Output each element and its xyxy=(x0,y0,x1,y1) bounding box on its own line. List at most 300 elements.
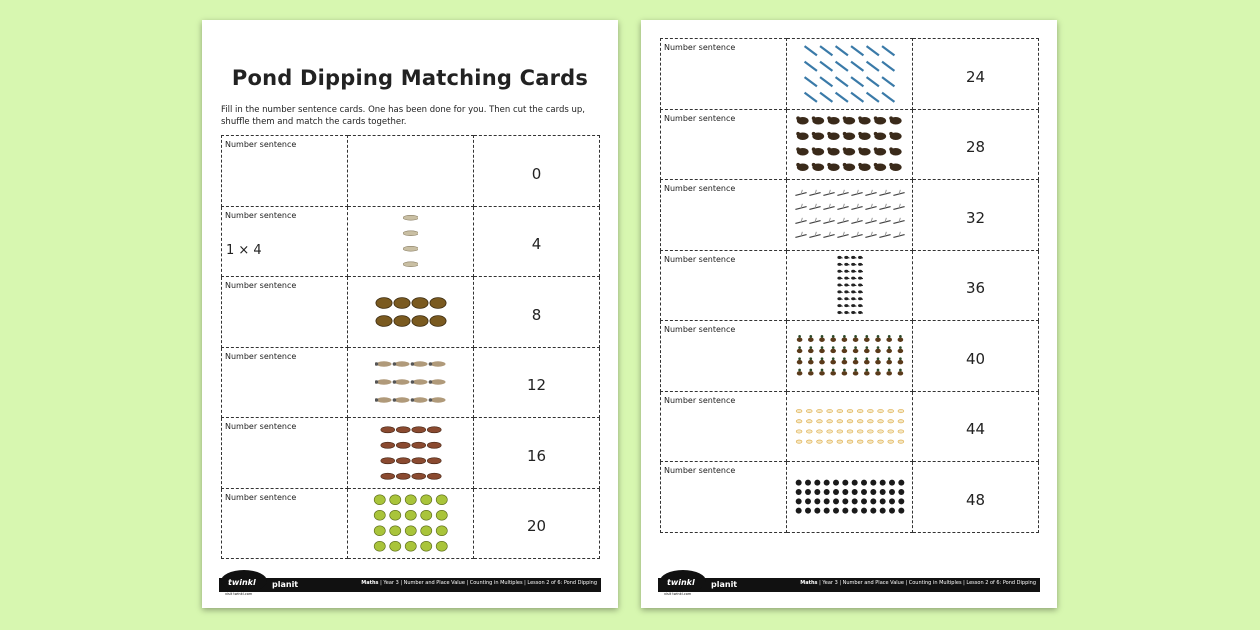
snail-icon xyxy=(861,508,867,514)
shrimp-icons xyxy=(403,210,419,272)
frog-icon xyxy=(405,495,416,505)
heron-icon xyxy=(844,291,849,294)
water-vole-icon xyxy=(796,148,808,156)
swan-icon xyxy=(877,430,883,433)
fish-icon xyxy=(427,426,441,432)
frog-icon xyxy=(405,511,416,521)
swan-icons xyxy=(794,406,906,447)
mayfly-icon xyxy=(865,232,876,238)
number-card xyxy=(474,488,600,559)
duck-icon xyxy=(841,358,847,365)
number-card xyxy=(913,321,1039,392)
number-value: 48 xyxy=(965,490,986,509)
instructions-text: Fill in the number sentence cards. One has been done for you. Then cut the cards up, shuffle them and match the cards together. xyxy=(221,105,585,127)
water-vole-icon xyxy=(812,163,824,171)
swan-icon xyxy=(898,409,904,412)
heron-icon xyxy=(844,256,849,259)
duck-picture-group xyxy=(787,321,912,391)
water-vole-icon xyxy=(874,132,886,140)
swan-icon xyxy=(826,409,832,412)
fish-icon xyxy=(380,457,394,463)
dragonfly-icon xyxy=(805,46,817,55)
mayfly-icon xyxy=(795,218,806,224)
snail-icon xyxy=(842,508,848,514)
swan-icon xyxy=(887,430,893,433)
beetle-icon xyxy=(375,315,391,326)
snail-picture-group xyxy=(787,462,912,532)
snail-icon xyxy=(833,508,839,514)
duck-icon xyxy=(897,347,903,354)
frog-icon xyxy=(374,511,385,521)
heron-icon xyxy=(844,277,849,280)
heron-icon xyxy=(837,263,842,266)
dragonfly-icon xyxy=(805,61,817,70)
picture-card xyxy=(348,418,474,489)
fish-icon xyxy=(427,457,441,463)
beetle-icon xyxy=(393,315,409,326)
snail-icon xyxy=(879,489,885,495)
swan-icon xyxy=(877,420,883,423)
duck-icon xyxy=(819,369,825,376)
fish-icon xyxy=(396,457,410,463)
number-value: 24 xyxy=(965,67,986,86)
swan-icon xyxy=(857,440,863,443)
heron-icon xyxy=(858,291,863,294)
number-sentence-label: Number sentence xyxy=(225,140,297,149)
water-vole-icon xyxy=(874,117,886,125)
mayfly-icon xyxy=(823,232,834,238)
duck-icon xyxy=(886,347,892,354)
page-footer xyxy=(219,578,601,596)
heron-icon xyxy=(844,284,849,287)
number-sentence-label: Number sentence xyxy=(664,395,736,405)
frog-icon xyxy=(420,511,431,521)
duck-icon xyxy=(897,358,903,365)
snail-icon xyxy=(889,489,895,495)
swan-icon xyxy=(898,440,904,443)
water-vole-icon xyxy=(858,163,870,171)
duck-icon xyxy=(808,347,814,354)
swan-icon xyxy=(857,409,863,412)
water-vole-icon xyxy=(874,163,886,171)
duck-icon xyxy=(852,369,858,376)
frog-icon xyxy=(389,495,400,505)
shrimp-picture-group xyxy=(348,207,473,277)
number-card xyxy=(474,277,600,348)
number-sentence-card xyxy=(222,418,348,489)
mayfly-icon xyxy=(837,190,848,196)
duck-icon xyxy=(841,335,847,342)
snail-icon xyxy=(851,480,857,486)
swan-icon xyxy=(796,440,802,443)
heron-icon xyxy=(837,256,842,259)
duck-icon xyxy=(886,335,892,342)
snail-icon xyxy=(861,489,867,495)
dragonfly-icons xyxy=(803,43,896,105)
snail-icon xyxy=(823,480,829,486)
heron-icon xyxy=(858,270,863,273)
picture-card xyxy=(787,180,913,251)
swan-icon xyxy=(836,430,842,433)
swan-icon xyxy=(877,440,883,443)
fish-icon xyxy=(380,426,394,432)
snail-icon xyxy=(870,498,876,504)
dragonfly-icon xyxy=(836,77,848,86)
frog-icon xyxy=(405,542,416,552)
snail-icon xyxy=(823,489,829,495)
number-value: 8 xyxy=(531,305,542,324)
number-sentence-label: Number sentence xyxy=(664,466,736,475)
duck-icon xyxy=(886,369,892,376)
number-value: 20 xyxy=(526,517,547,536)
mayfly-picture-group xyxy=(787,180,912,250)
duck-icon xyxy=(830,369,836,376)
duck-icon xyxy=(796,358,802,365)
dragonfly-icon xyxy=(805,77,817,86)
number-card xyxy=(474,136,600,207)
fish-picture-group xyxy=(348,418,473,488)
duck-icon xyxy=(852,358,858,365)
picture-card xyxy=(787,462,913,533)
duck-icon xyxy=(808,358,814,365)
newt-icon xyxy=(410,362,427,367)
snail-icon xyxy=(805,498,811,504)
heron-icon xyxy=(858,256,863,259)
swan-icon xyxy=(898,420,904,423)
swan-icon xyxy=(806,420,812,423)
duck-icon xyxy=(864,369,870,376)
heron-icon xyxy=(851,291,856,294)
number-value: 36 xyxy=(965,279,986,298)
mayfly-icon xyxy=(837,218,848,224)
footer-breadcrumb: Maths | Year 3 | Number and Place Value | Counting in Multiples | Lesson 2 of 6: Pond Dipping xyxy=(361,580,597,586)
snail-icon xyxy=(879,480,885,486)
number-card xyxy=(474,206,600,277)
newt-icon xyxy=(428,380,445,385)
swan-icon xyxy=(806,409,812,412)
fish-icon xyxy=(380,473,394,479)
card-row xyxy=(661,462,1039,533)
duck-icon xyxy=(897,369,903,376)
mayfly-icon xyxy=(809,218,820,224)
snail-icon xyxy=(879,508,885,514)
water-vole-icon xyxy=(858,148,870,156)
heron-icon xyxy=(837,291,842,294)
water-vole-icons xyxy=(795,113,904,175)
mayfly-icon xyxy=(823,218,834,224)
frog-picture-group xyxy=(348,489,473,559)
frog-icon xyxy=(374,526,385,536)
shrimp-icon xyxy=(403,231,419,236)
heron-icon xyxy=(858,277,863,280)
picture-card xyxy=(787,250,913,321)
shrimp-icon xyxy=(403,216,419,221)
swan-icon xyxy=(847,409,853,412)
number-sentence-card xyxy=(222,347,348,418)
snail-icon xyxy=(870,489,876,495)
number-card xyxy=(474,418,600,489)
page-footer xyxy=(658,578,1040,596)
mayfly-icon xyxy=(809,232,820,238)
dragonfly-icon xyxy=(836,46,848,55)
snail-icon xyxy=(795,480,801,486)
number-card xyxy=(913,39,1039,110)
snail-icon xyxy=(805,489,811,495)
mayfly-icon xyxy=(851,232,862,238)
snail-icon xyxy=(814,480,820,486)
card-row xyxy=(661,391,1039,462)
duck-icon xyxy=(808,369,814,376)
mayfly-icon xyxy=(795,232,806,238)
number-sentence-label: Number sentence xyxy=(225,351,297,361)
duck-icon xyxy=(796,347,802,354)
dragonfly-icon xyxy=(820,92,832,101)
duck-icon xyxy=(819,335,825,342)
fish-icon xyxy=(380,442,394,448)
swan-icon xyxy=(836,440,842,443)
snail-icon xyxy=(898,480,904,486)
mayfly-icon xyxy=(809,204,820,210)
swan-icon xyxy=(826,420,832,423)
duck-icon xyxy=(796,369,802,376)
heron-icon xyxy=(851,270,856,273)
mayfly-icon xyxy=(823,204,834,210)
swan-icon xyxy=(796,409,802,412)
snail-icon xyxy=(814,508,820,514)
beetle-icon xyxy=(429,315,445,326)
mayfly-icon xyxy=(893,190,904,196)
number-value: 0 xyxy=(531,164,542,183)
water-vole-icon xyxy=(827,148,839,156)
duck-icon xyxy=(875,347,881,354)
heron-icon xyxy=(858,311,863,314)
newt-picture-group xyxy=(348,348,473,418)
water-vole-icon xyxy=(827,132,839,140)
duck-icon xyxy=(875,369,881,376)
water-vole-icon xyxy=(889,117,901,125)
duck-icon xyxy=(864,358,870,365)
fish-icon xyxy=(411,457,425,463)
duck-icon xyxy=(886,358,892,365)
number-sentence-card xyxy=(661,250,787,321)
heron-icon xyxy=(851,263,856,266)
swan-icon xyxy=(816,409,822,412)
duck-icon xyxy=(875,335,881,342)
frog-icon xyxy=(420,495,431,505)
beetle-icon xyxy=(411,297,427,308)
water-vole-icon xyxy=(796,163,808,171)
water-vole-icon xyxy=(812,148,824,156)
matching-cards-grid-left xyxy=(221,135,600,559)
duck-icon xyxy=(808,335,814,342)
footer-breadcrumb: Maths | Year 3 | Number and Place Value | Counting in Multiples | Lesson 2 of 6: Pond Dipping xyxy=(800,580,1036,586)
beetle-icons xyxy=(375,294,447,330)
mayfly-icon xyxy=(795,190,806,196)
number-card xyxy=(913,250,1039,321)
card-row xyxy=(222,347,600,418)
heron-icon xyxy=(844,298,849,301)
mayfly-icon xyxy=(795,204,806,210)
swan-icon xyxy=(806,430,812,433)
beetle-icon xyxy=(429,297,445,308)
water-vole-icon xyxy=(889,163,901,171)
heron-icon xyxy=(851,277,856,280)
water-vole-icon xyxy=(812,117,824,125)
water-vole-icon xyxy=(858,117,870,125)
fish-icons xyxy=(380,422,442,484)
swan-icon xyxy=(836,409,842,412)
swan-icon xyxy=(847,430,853,433)
number-sentence-card xyxy=(661,109,787,180)
swan-icon xyxy=(796,430,802,433)
duck-icon xyxy=(864,335,870,342)
fish-icon xyxy=(396,426,410,432)
snail-icon xyxy=(833,480,839,486)
matching-cards-grid-right xyxy=(660,38,1039,533)
swan-icon xyxy=(867,420,873,423)
snail-icon xyxy=(795,489,801,495)
snail-icon xyxy=(795,508,801,514)
number-sentence-card xyxy=(661,39,787,110)
swan-icon xyxy=(887,420,893,423)
dragonfly-icon xyxy=(867,77,879,86)
snail-icon xyxy=(879,498,885,504)
dragonfly-icon xyxy=(820,77,832,86)
mayfly-icon xyxy=(879,190,890,196)
dragonfly-icon xyxy=(851,61,863,70)
fish-icon xyxy=(411,473,425,479)
worksheet-page-right xyxy=(641,20,1057,608)
number-sentence-label: Number sentence xyxy=(664,254,736,264)
swan-icon xyxy=(887,440,893,443)
snail-icon xyxy=(861,480,867,486)
frog-icons xyxy=(372,492,450,554)
snail-icon xyxy=(805,480,811,486)
water-vole-icon xyxy=(827,117,839,125)
swan-icon xyxy=(898,430,904,433)
swan-icon xyxy=(836,420,842,423)
shrimp-icon xyxy=(403,262,419,267)
frog-icon xyxy=(374,542,385,552)
mayfly-icon xyxy=(879,218,890,224)
frog-icon xyxy=(436,526,447,536)
snail-icon xyxy=(823,498,829,504)
number-sentence-card xyxy=(661,180,787,251)
number-card xyxy=(913,462,1039,533)
card-row xyxy=(222,206,600,277)
heron-icon xyxy=(851,298,856,301)
newt-icon xyxy=(410,380,427,385)
frog-icon xyxy=(436,511,447,521)
snail-icon xyxy=(823,508,829,514)
dragonfly-icon xyxy=(851,77,863,86)
mayfly-icon xyxy=(865,204,876,210)
frog-icon xyxy=(436,495,447,505)
dragonfly-icon xyxy=(882,77,894,86)
snail-icon xyxy=(851,498,857,504)
frog-icon xyxy=(405,526,416,536)
number-card xyxy=(913,180,1039,251)
card-row xyxy=(661,39,1039,110)
duck-icon xyxy=(830,347,836,354)
newt-icons xyxy=(375,355,447,409)
picture-card xyxy=(348,488,474,559)
snail-icon xyxy=(870,480,876,486)
number-sentence-label: Number sentence xyxy=(664,325,736,334)
card-row xyxy=(222,418,600,489)
picture-card xyxy=(348,136,474,207)
swan-icon xyxy=(816,440,822,443)
swan-icon xyxy=(857,430,863,433)
picture-card xyxy=(787,391,913,462)
frog-icon xyxy=(420,526,431,536)
dragonfly-icon xyxy=(820,61,832,70)
number-value: 4 xyxy=(531,235,542,254)
mayfly-icon xyxy=(893,218,904,224)
frog-icon xyxy=(389,526,400,536)
newt-icon xyxy=(375,398,392,403)
heron-icon xyxy=(851,284,856,287)
heron-icon xyxy=(858,304,863,307)
mayfly-icon xyxy=(879,232,890,238)
water-vole-icon xyxy=(889,148,901,156)
snail-icon xyxy=(842,498,848,504)
snail-icon xyxy=(870,508,876,514)
dragonfly-icon xyxy=(836,61,848,70)
swan-icon xyxy=(847,440,853,443)
dragonfly-icon xyxy=(836,92,848,101)
fish-icon xyxy=(427,442,441,448)
duck-icon xyxy=(852,347,858,354)
newt-icon xyxy=(410,398,427,403)
mayfly-icon xyxy=(893,204,904,210)
picture-card xyxy=(787,109,913,180)
heron-icon xyxy=(837,270,842,273)
water-vole-icon xyxy=(874,148,886,156)
heron-icon xyxy=(837,284,842,287)
newt-icon xyxy=(428,398,445,403)
snail-icon xyxy=(898,498,904,504)
snail-icon xyxy=(889,480,895,486)
number-value: 12 xyxy=(526,376,547,395)
dragonfly-icon xyxy=(867,46,879,55)
none-picture-group xyxy=(348,136,473,206)
heron-icon xyxy=(851,311,856,314)
mayfly-icon xyxy=(879,204,890,210)
twinkl-logo: twinkl planit visit twinkl.com xyxy=(219,568,309,598)
swan-icon xyxy=(847,420,853,423)
number-card xyxy=(474,347,600,418)
duck-icon xyxy=(796,335,802,342)
frog-icon xyxy=(389,511,400,521)
picture-card xyxy=(348,347,474,418)
snail-icon xyxy=(898,508,904,514)
number-sentence-card xyxy=(661,462,787,533)
swan-picture-group xyxy=(787,392,912,462)
number-value: 44 xyxy=(965,420,986,439)
number-value: 28 xyxy=(965,138,986,157)
card-row xyxy=(222,277,600,348)
snail-icon xyxy=(805,508,811,514)
number-sentence-label: Number sentence xyxy=(664,113,736,123)
number-sentence-label: Number sentence xyxy=(664,184,736,193)
snail-icon xyxy=(833,489,839,495)
newt-icon xyxy=(392,398,409,403)
newt-icon xyxy=(392,380,409,385)
picture-card xyxy=(348,206,474,277)
swan-icon xyxy=(867,409,873,412)
page-title: Pond Dipping Matching Cards xyxy=(231,66,589,90)
